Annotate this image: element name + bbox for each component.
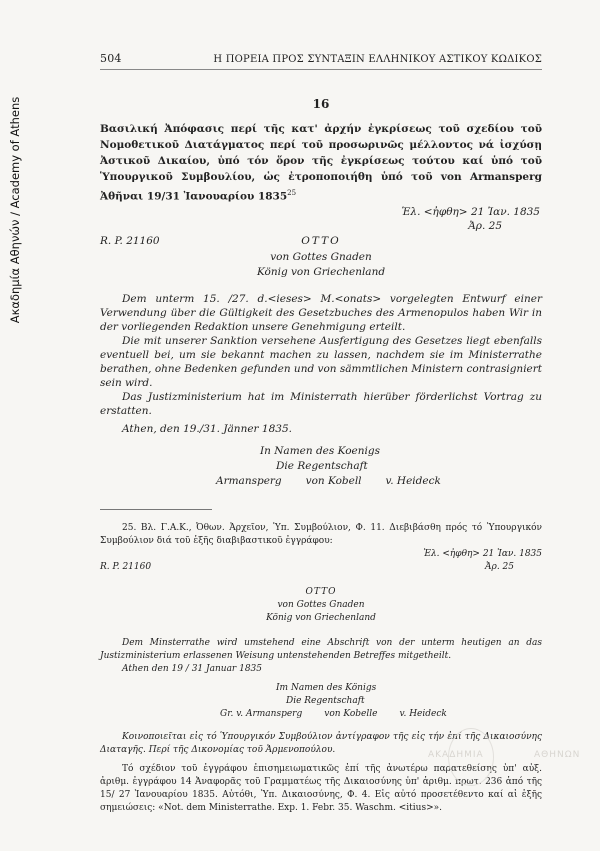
koenig-line: König von Griechenland (256, 265, 386, 278)
signer: Gr. v. Armansperg (220, 708, 303, 719)
paragraph-3: Das Justizministerium hat im Ministerrath hierüber förderlichst Vortrag zu erstatten. (100, 390, 542, 417)
rp-row (100, 235, 542, 250)
footnote-final: Τό σχέδιον τοῦ ἐγγράφου ἐπισημειωματικῶς ἐπί τῆς ἀνωτέρω παρατεθείσης ὑπ' αὐξ. ἀριθμ. ἐγγράφου 14 Ἀναφορᾶς τοῦ Γραμματέως τῆς Δικαιοσύνης ὑπ' ἀριθμ. πρωτ. 236 ἀπό τῆς 15/ 27 Ἰανουαρίου 1835. Αὐτόθι, Ὑπ. Δικαιοσύνης, Φ. 4. Εἰς αὐτό προσετέθεντο καί αἱ ἑξῆς σημειώσεις: «Not. dem Ministerrathe. Exp. 1. Febr. 35. Waschm. <itius>». (100, 763, 542, 813)
footnote-rp-number: R. P. 21160 (100, 561, 152, 572)
document-number: 16 (312, 97, 330, 111)
signer: von Kobelle (324, 708, 378, 719)
footnote-sign-line-2: Die Regentschaft (286, 695, 365, 706)
gottes-gnaden: von Gottes Gnaden (270, 250, 372, 263)
signature-block (100, 444, 542, 489)
signature-line-1: In Namen des Koenigs (260, 444, 380, 457)
document-title (100, 121, 542, 205)
footnote-text: 25. Βλ. Γ.Α.Κ., Ὀθων. Ἀρχεῖον, Ὑπ. Συμβούλιον, Φ. 11. Διεβιβάσθη πρός τό Ὑπουργικόν Συμβούλιον διά τοῦ ἑξῆς διαβιβαστικοῦ ἐγγράφου: (100, 522, 542, 546)
paragraph-1: Dem unterm 15. /27. d.<ieses> M.<onats> vorgelegten Entwurf einer Verwendung über die Gültigkeit des Gesetzbuches des Armenopulos haben Wir in der vorliegenden Redaktion unsere Genehmigung erteilt. (100, 292, 542, 333)
watermark-right: ΑΘΗΝΩΝ (534, 750, 581, 760)
signer: v. Heideck (385, 474, 441, 487)
footnote-signers (100, 708, 542, 721)
signer: v. Heideck (399, 708, 447, 719)
paragraph-2: Die mit unserer Sanktion versehene Ausfertigung des Gesetzes liegt ebenfalls eventuell bei, um sie bekannt machen zu lassen, nachdem sie im Ministerrathe berathen, ohne Bedenken gefunden und von sämmtlichen Ministern contrasigniert sein wird. (100, 334, 542, 389)
running-header (100, 52, 542, 70)
footnote-koenig: König von Griechenland (266, 612, 376, 623)
document-title-text: Βασιλική Ἀπόφασις περί τῆς κατ' ἀρχήν ἐγκρίσεως τοῦ σχεδίου τοῦ Νομοθετικοῦ Διατάγματος περί τοῦ προσωρινῶς μέλλοντος νά ἰσχύσῃ Ἀστικοῦ Δικαίου, ὑπό τόν ὅρον τῆς ἐγκρίσεως τούτου καί ὑπό τοῦ Ὑπουργικοῦ Συμβουλίου, ὡς ἐτροποποιήθη ὑπό τοῦ von Armansperg Ἀθῆναι 19/31 Ἰανουαρίου 1835 (100, 123, 542, 203)
footnote-divider (100, 509, 212, 510)
signer: von Kobell (305, 474, 362, 487)
page (100, 52, 542, 815)
running-title: Η ΠΟΡΕΙΑ ΠΡΟΣ ΣΥΝΤΑΞΙΝ ΕΛΛΗΝΙΚΟΥ ΑΣΤΙΚΟΥ ΚΩΔΙΚΟΣ (213, 54, 542, 65)
academy-watermark (428, 728, 592, 788)
footnote-ref-line-2: Ἀρ. 25 (485, 561, 514, 572)
rp-number: R. P. 21160 (100, 234, 160, 247)
footnote-gnaden: von Gottes Gnaden (277, 599, 365, 610)
sidebar-label-text: Ακαδημία Αθηνών / Academy of Athens (8, 96, 22, 324)
footnote-body: Dem Minsterrathe wird umstehend eine Abschrift von der unterm heutigen an das Justizministerium erlassenen Weisung untenstehenden Betreffes mitgetheilt. (100, 637, 542, 661)
signer: Armansperg (216, 474, 282, 487)
signers (100, 474, 542, 489)
archive-ref-line-2: Ἀρ. 25 (468, 219, 502, 232)
footnote-otto: OTTO (305, 586, 337, 597)
signature-line-2: Die Regentschaft (276, 459, 368, 472)
sidebar-label (4, 40, 26, 380)
title-footnote-mark: 25 (287, 189, 297, 197)
footnote-note: Κοινοποιεῖται εἰς τό Ὑπουργικόν Συμβούλιον ἀντίγραφον τῆς εἰς τήν ἐπί τῆς Δικαιοσύνης Διαταγῆς. Περί τῆς Δικονομίας τοῦ Ἀρμενοπούλου. (100, 731, 542, 755)
archive-ref-line-1: Ἑλ. <ἠφθη> 21 Ἰαν. 1835 (401, 205, 540, 218)
footnote-sign-line-1: Im Namen des Königs (276, 682, 377, 693)
otto-heading: OTTO (301, 234, 341, 247)
footnote-signature (100, 682, 542, 721)
page-number: 504 (100, 52, 122, 65)
watermark-left: ΑΚΑΔΗΜΙΑ (428, 750, 484, 760)
footnote-date: Athen den 19 / 31 Januar 1835 (122, 663, 263, 674)
date-line: Athen, den 19./31. Jänner 1835. (122, 422, 292, 435)
footnote-ref-line-1: Ἑλ. <ἠφθη> 21 Ἰαν. 1835 (423, 548, 542, 559)
footnote-rp-row (100, 561, 542, 574)
